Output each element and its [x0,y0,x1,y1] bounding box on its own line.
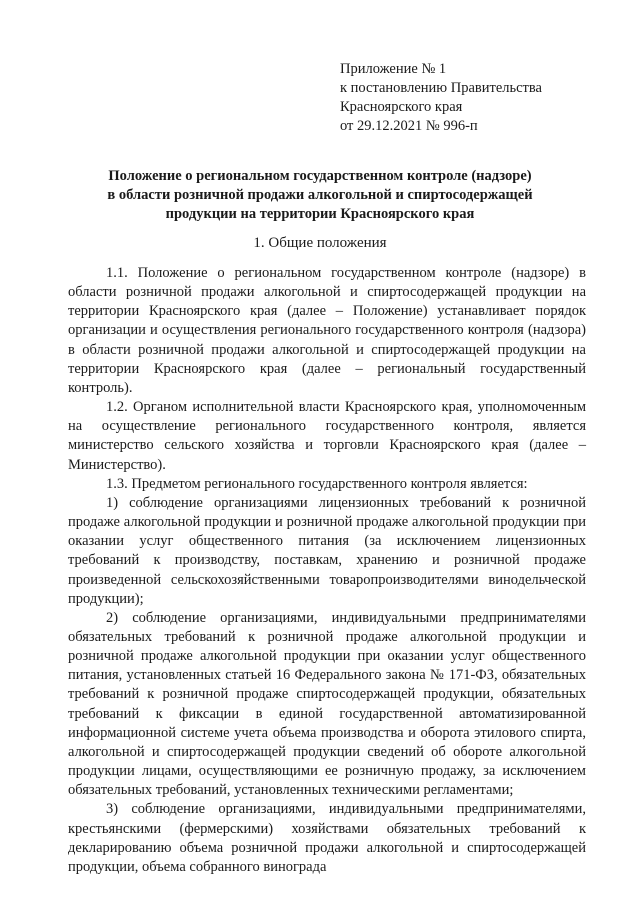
title-line: в области розничной продажи алкогольной и спиртосодержащей [107,187,533,203]
title-line: Положение о региональном государственном контроле (надзоре) [108,168,532,184]
section-heading: 1. Общие положения [253,235,387,251]
appendix-block [340,60,630,136]
paragraph-1-3: 1.3. Предметом регионального государственного контроля является: [106,475,528,492]
paragraph-1-1: 1.1. Положение о региональном государственном контроле (надзоре) в области розничной продажи алкогольной и спиртосодержащей продукции на территории Красноярского края (далее – Положение) устанавливает порядок организации и осуществления регионального государственного контроля (надзора) в области розничной продажи алкогольной и спиртосодержащей продукции на территории Красноярского края (далее – региональный государственный контроль). [68,265,586,396]
appendix-number: Приложение № 1 [340,61,447,77]
list-item-2: 2) соблюдение организациями, индивидуальными предпринимателями обязательных требований к розничной продаже алкогольной продукции и розничной продаже алкогольной продукции при оказании услуг общественного питания, установленных статьей 16 Федерального закона № 171-ФЗ, обязательных требований к розничной продаже спиртосодержащей продукции, обязательных требований к фиксации в единой государственной автоматизированной информационной системе учета объема производства и оборота этилового спирта, алкогольной и спиртосодержащей продукции сведений об обороте алкогольной продукции лицами, осуществляющими ее розничную продажу, за исключением обязательных требований, установленных техническими регламентами; [68,609,586,799]
document-title [60,167,580,224]
appendix-reference: к постановлению Правительства [340,80,542,96]
appendix-date: от 29.12.2021 № 996-п [340,118,478,134]
appendix-region: Красноярского края [340,99,463,115]
list-item-1: 1) соблюдение организациями лицензионных требований к розничной продаже алкогольной продукции и розничной продаже алкогольной продукции при оказании услуг общественного питания (за исключением лицензионных требований к производству, поставкам, хранению и розничной продаже произведенной сельскохозяйственными товаропроизводителями винодельческой продукции); [68,494,586,607]
list-item-3: 3) соблюдение организациями, индивидуальными предпринимателями, крестьянскими (фермерскими) хозяйствами обязательных требований к декларированию объема розничной продажи алкогольной и спиртосодержащей продукции, объема собранного винограда [68,801,586,875]
title-line: продукции на территории Красноярского края [165,206,475,222]
paragraph-1-2: 1.2. Органом исполнительной власти Красноярского края, уполномоченным на осуществление регионального государственного контроля, является министерство сельского хозяйства и торговли Красноярского края (далее – Министерство). [68,399,586,473]
document-body [68,264,586,877]
